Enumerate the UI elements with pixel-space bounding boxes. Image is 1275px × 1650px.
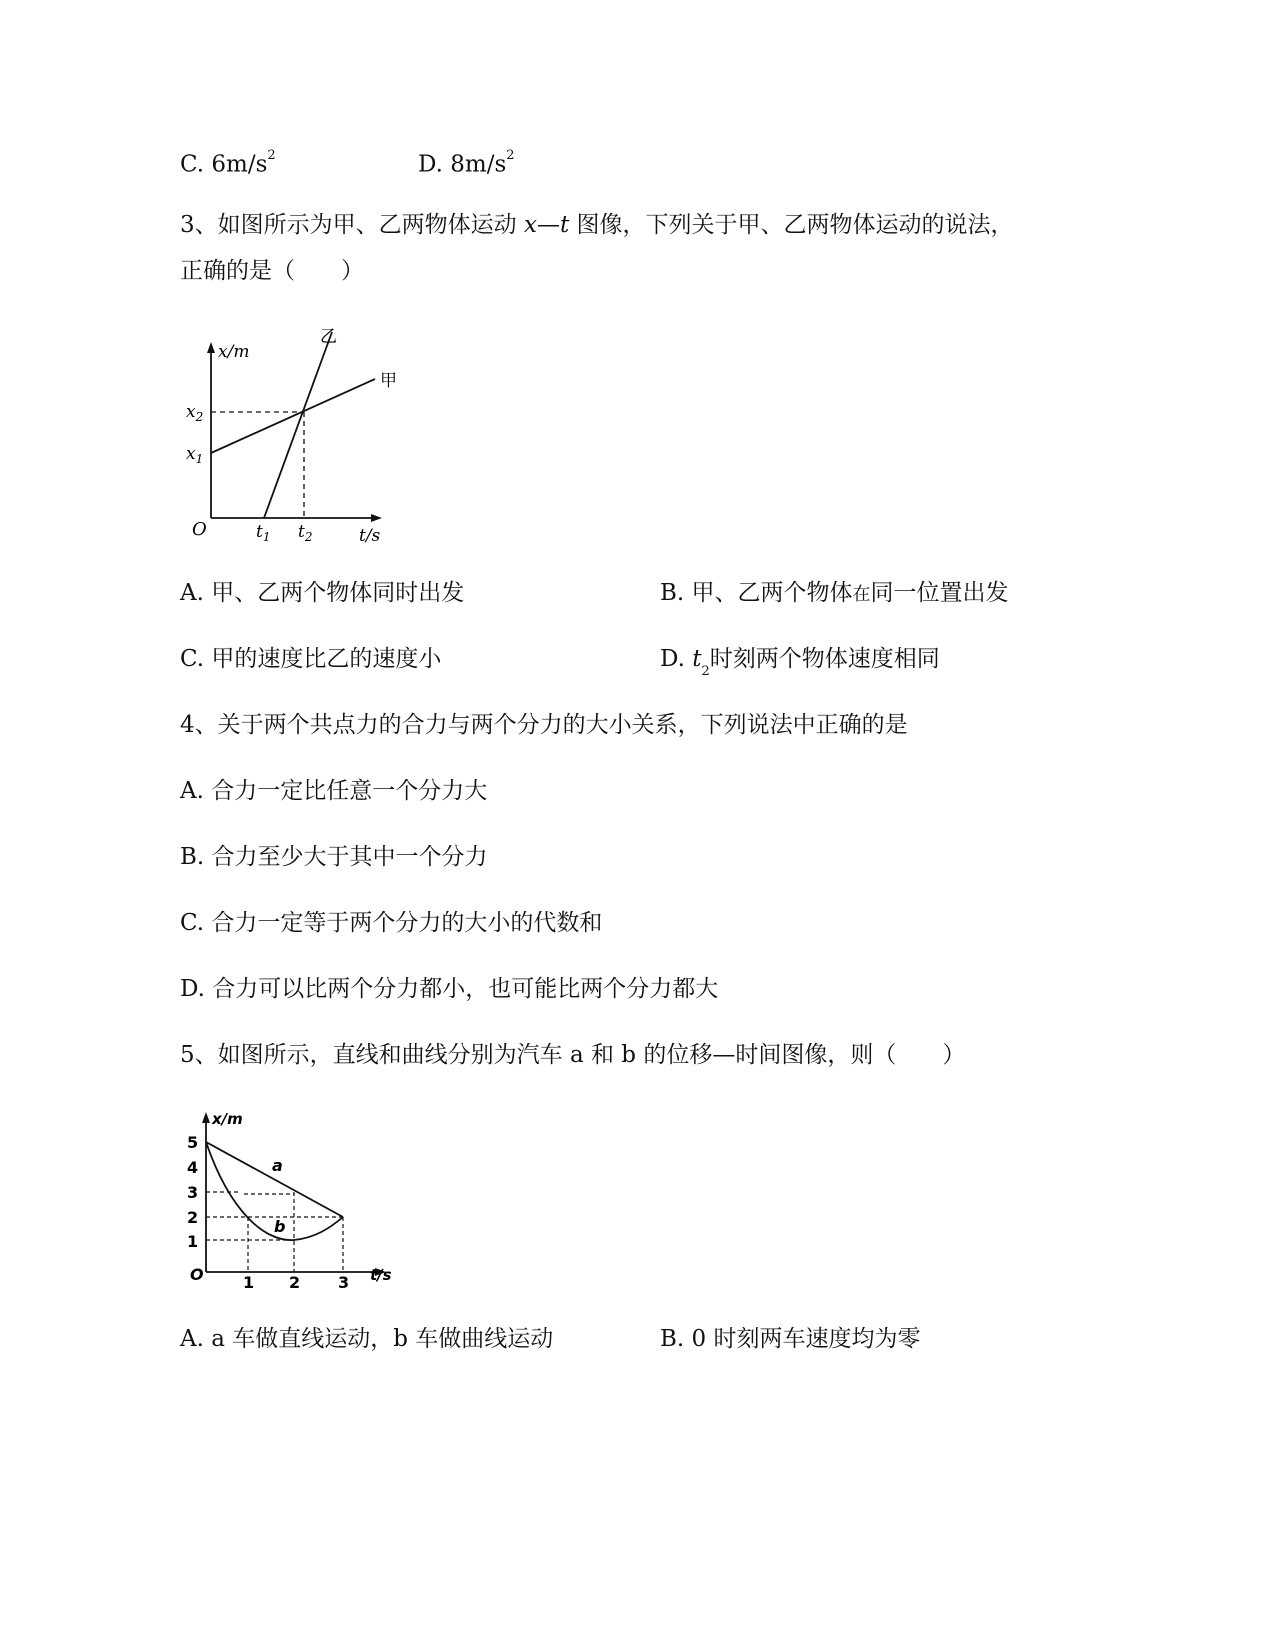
q3-x-axis-label: t/s [359, 526, 381, 546]
q3-t1-label: $t_1$ [256, 522, 271, 544]
q3-y-axis-label: x/m [218, 342, 250, 362]
q3-x1-label: $x_1$ [186, 444, 204, 466]
q2-option-c: C. $6m/s^2$ [180, 148, 276, 178]
q5-y-axis-label: x/m [212, 1110, 243, 1128]
q3-x2-label: $x_2$ [186, 402, 204, 424]
q4-stem: 4、关于两个共点力的合力与两个分力的大小关系，下列说法中正确的是 [180, 712, 908, 738]
q2-option-d: D. $8m/s^2$ [418, 148, 515, 178]
q5-x-tick-2: 2 [289, 1273, 301, 1292]
q2-option-d-value: 8m/s [450, 151, 507, 178]
q3-stem-line2: 正确的是（ ） [180, 258, 364, 284]
q5-y-tick-5: 5 [187, 1133, 199, 1152]
q3-option-a: A. 甲、乙两个物体同时出发 [180, 580, 465, 606]
q5-y-axis-arrow [202, 1112, 210, 1123]
q5-option-b: B. 0 时刻两车速度均为零 [660, 1326, 921, 1352]
q2-option-c-value: 6m/s [211, 151, 268, 178]
q3-option-c: C. 甲的速度比乙的速度小 [180, 646, 442, 672]
q3-line-yi-label: 乙 [320, 327, 337, 347]
q3-x-axis-arrow [371, 514, 382, 522]
q5-x-tick-1: 1 [243, 1273, 255, 1292]
q5-origin-label: O [190, 1265, 204, 1284]
q3-line-jia-label: 甲 [380, 371, 397, 391]
q2-option-d-sup: 2 [506, 148, 515, 163]
q5-x-tick-3: 3 [338, 1273, 350, 1292]
q5-label-b: b [274, 1217, 286, 1236]
q5-x-axis-label: t/s [370, 1266, 392, 1284]
q3-stem: 3、如图所示为甲、乙两物体运动 x—t 图像，下列关于甲、乙两物体运动的说法， [180, 212, 1014, 238]
q3-origin-label: O [192, 519, 207, 540]
q3-option-b: B. 甲、乙两个物体在同一位置出发 [660, 580, 1009, 606]
q5-line-a [206, 1142, 343, 1217]
q4-option-a: A. 合力一定比任意一个分力大 [180, 778, 488, 804]
q5-y-tick-3: 3 [187, 1183, 199, 1202]
q5-stem: 5、如图所示，直线和曲线分别为汽车 a 和 b 的位移—时间图像，则（ ） [180, 1042, 966, 1068]
q5-xt-graph [180, 1102, 400, 1292]
q3-xt-graph [180, 318, 420, 558]
q2-option-c-sup: 2 [267, 148, 276, 163]
q4-option-b: B. 合力至少大于其中一个分力 [180, 844, 488, 870]
q3-option-d: D. $t_2$时刻两个物体速度相同 [660, 646, 940, 679]
q5-y-tick-1: 1 [187, 1232, 199, 1251]
q3-y-axis-arrow [207, 342, 215, 353]
q5-y-tick-4: 4 [187, 1158, 199, 1177]
q5-option-a: A. a 车做直线运动，b 车做曲线运动 [180, 1326, 554, 1352]
q5-label-a: a [272, 1156, 283, 1175]
q3-line-jia [211, 379, 375, 453]
q5-y-tick-2: 2 [187, 1208, 199, 1227]
q3-t2-label: $t_2$ [298, 522, 313, 544]
q4-option-c: C. 合力一定等于两个分力的大小的代数和 [180, 910, 603, 936]
q4-option-d: D. 合力可以比两个分力都小，也可能比两个分力都大 [180, 976, 719, 1002]
